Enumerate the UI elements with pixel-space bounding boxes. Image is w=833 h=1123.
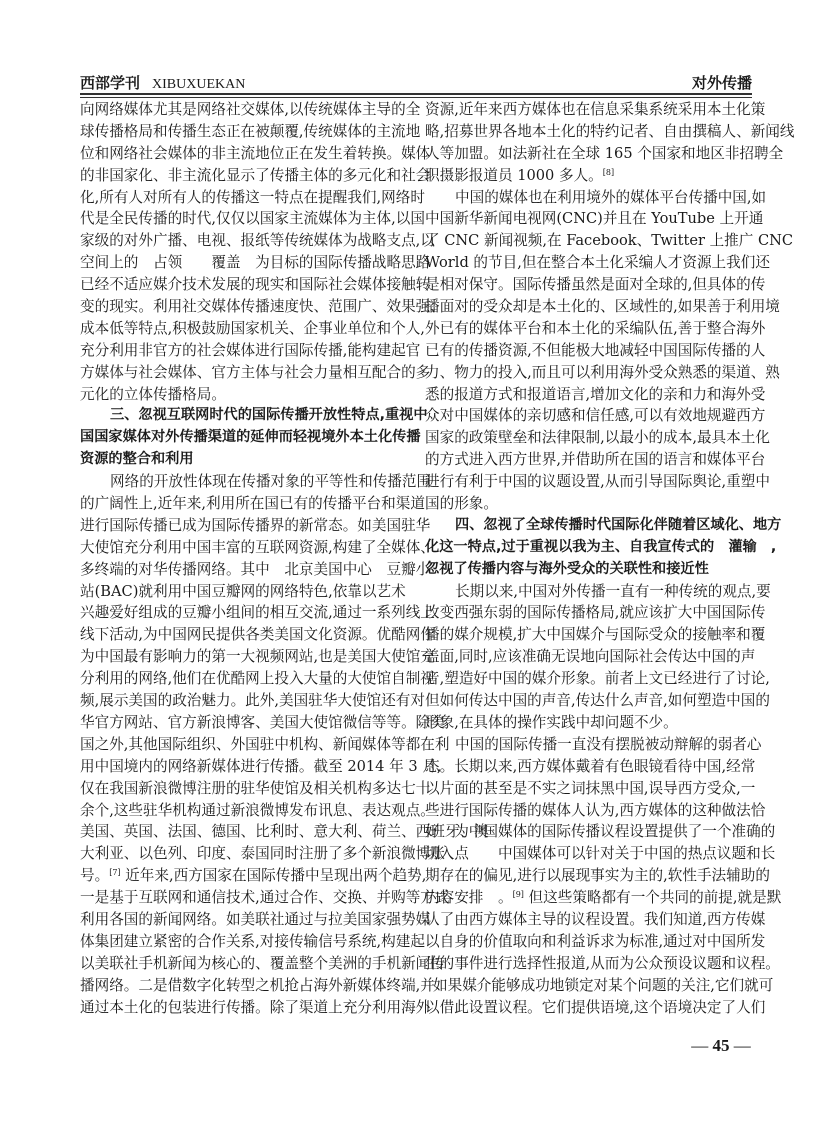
text-line: 音,塑造好中国的媒介形象。前者上文已经进行了讨论, [425,670,770,688]
journal-title-en: XIBUXUEKAN [152,77,246,92]
text-line: 体集团建立紧密的合作关系,对接传输信号系统,构建起 [80,932,425,950]
header-rule [80,93,752,98]
text-line: 盖面,同时,应该准确无误地向国际社会传达中国的声 [425,648,756,666]
text-line: 进行国际传播已成为国际传播界的新常态。如美国驻华 [80,516,431,534]
text-line: 化这一特点,过于重视以我为主、自我宣传式的 灌输 , [425,538,777,555]
page-number: — 45 — [691,1036,751,1055]
text-line: 是相对保守。国际传播虽然是面对全球的,但具体的传 [425,276,766,294]
text-line: 兴趣爱好组成的豆瓣小组间的相互交流,通过一系列线上 [80,604,435,622]
text-line: 以片面的甚至是不实之词抹黑中国,误导西方受众,一 [425,779,756,797]
paragraph [425,581,771,734]
text-line: 外已有的媒体平台和本土化的采编队伍,善于整合海外 [425,319,766,337]
text-line: 但如何传达中国的声音,传达什么声音,如何塑造中国的 [425,692,770,710]
journal-title: 西部学刊 [80,74,141,92]
text-line: 切入点 中国媒体可以针对关于中国的热点议题和长 [425,845,776,863]
text-line: 球传播格局和传播生态正在被颠覆,传统媒体的主流地 [80,122,421,140]
text-line: 一是基于互联网和通信技术,通过合作、交换、并购等方式 [80,889,450,907]
text-line: 大利亚、以色列、印度、泰国同时注册了多个新浪微博账 [80,845,445,863]
text-line: 些进行国际传播的媒体人认为,西方媒体的这种做法恰 [425,801,766,819]
footnote-ref: [7] [109,868,121,878]
text-line: 改变西强东弱的国际传播格局,就应该扩大中国国际传 [425,604,766,622]
text-line: 国之外,其他国际组织、外国驻中机构、新闻媒体等都在利 [80,735,450,753]
text-line: 播网络。二是借数字化转型之机抢占海外新媒体终端,并 [80,976,435,994]
text-line: 进行有利于中国的议题设置,从而引导国际舆论,重塑中 [425,473,770,491]
text-line: 以借此设置议程。它们提供语境,这个语境决定了人们 [425,998,766,1016]
text-line: 已有的传播资源,不但能极大地减轻中国国际传播的人 [425,341,766,359]
section-heading [425,515,782,581]
text-line: 如果媒介能够成功地锁定对某个问题的关注,它们就可 [433,976,774,994]
text-line: 国家的政策壁垒和法律限制,以最小的成本,最具本土化 [425,429,770,447]
text-line: 内容安排 。[9] 但这些策略都有一个共同的前提,就是默 [425,889,782,907]
paragraph [425,99,795,187]
text-line: 元化的立体传播格局。 [80,385,226,403]
text-line: 忽视了传播内容与海外受众的关联性和接近性 [425,560,709,577]
footnote-ref: [8] [602,167,615,177]
text-line: 的广阔性上,近年来,利用所在国已有的传播平台和渠道 [80,495,425,513]
text-line: 空间上的 占领 覆盖 为目标的国际传播战略思路 [80,254,431,272]
text-line: 中国的媒体也在利用境外的媒体平台传播中国,如 [455,188,767,206]
text-line: 以自身的价值取向和利益诉求为标准,通过对中国所发 [425,932,766,950]
text-line: 线下活动,为中国网民提供各类美国文化资源。优酷网作 [80,626,435,644]
text-line: 余个,这些驻华机构通过新浪微博发布讯息、表达观点。 [80,801,435,819]
text-line: 用中国境内的网络新媒体进行传播。截至 2014 年 3 月, [80,757,442,775]
text-line: 美国、英国、法国、德国、比利时、意大利、荷兰、西班牙、澳 [80,823,489,841]
page-number-value: 45 [712,1036,730,1055]
text-line: 的方式进入西方世界,并借助所在国的语言和媒体平台 [425,451,766,469]
text-line: 充分利用非官方的社会媒体进行国际传播,能构建起官 [80,341,421,359]
text-line: 位和网络社会媒体的非主流地位正在发生着转换。媒体 [80,144,431,162]
text-line: 悉的报道方式和报道语言,增加文化的亲和力和海外受 [425,385,766,403]
text-line: 力、物力的投入,而且可以利用海外受众熟悉的渠道、熟 [425,363,780,381]
text-line: 大使馆充分利用中国丰富的互联网资源,构建了全媒体、 [80,538,435,556]
section-heading [80,405,428,471]
text-line: 形象,在具体的操作实践中却问题不少。 [425,713,678,731]
text-line: 人等加盟。如法新社在全球 165 个国家和地区非招聘全 [425,144,784,162]
paragraph [425,187,794,515]
text-line: 国的形象。 [425,495,498,513]
right-column [425,99,795,1018]
text-line: 变的现实。利用社交媒体传播速度快、范围广、效果强、 [80,298,445,316]
paragraph [425,734,782,975]
text-line: 认了由西方媒体主导的议程设置。我们知道,西方传媒 [425,910,766,928]
text-line: 国国家媒体对外传播渠道的延伸而轻视境外本土化传播 [80,429,421,446]
text-line: 成本低等特点,积极鼓励国家机关、企事业单位和个人, [80,319,425,337]
text-line: World 的节目,但在整合本土化采编人才资源上我们还 [425,254,770,272]
text-line: 播面对的受众却是本土化的、区域性的,如果善于利用境 [425,298,780,316]
text-line: 为中国最有影响力的第一大视频网站,也是美国大使馆充 [80,648,435,666]
text-line: 好 为中国媒体的国际传播议程设置提供了一个准确的 [425,823,776,841]
text-line: 四、忽视了全球传播时代国际化伴随着区域化、地方 [455,516,782,533]
text-line: 的非国家化、非主流化显示了传播主体的多元化和社会 [80,166,431,184]
text-line: 号。[7] 近年来,西方国家在国际传播中呈现出两个趋势, [80,867,427,885]
text-line: 略,招募世界各地本土化的特约记者、自由撰稿人、新闻线 [425,122,795,140]
text-line: 了 CNC 新闻视频,在 Facebook、Twitter 上推广 CNC [425,232,794,250]
text-line: 三、忽视互联网时代的国际传播开放性特点,重视中 [110,407,428,424]
text-line: 通过本土化的包装进行传播。除了渠道上充分利用海外 [80,998,431,1016]
text-line: 频,展示美国的政治魅力。此外,美国驻华大使馆还有对 [80,692,425,710]
footnote-ref: [9] [512,890,524,900]
text-line: 生的事件进行选择性报道,从而为公众预设议题和议程。 [425,954,780,972]
text-line: 方媒体与社会媒体、官方主体与社会力量相互配合的多 [80,363,431,381]
text-line: 长期以来,中国对外传播一直有一种传统的观点,要 [455,582,771,600]
paragraph [425,975,774,1019]
text-line: 网络的开放性体现在传播对象的平等性和传播范围 [110,473,432,491]
text-line: 以美联社手机新闻为核心的、覆盖整个美洲的手机新闻传 [80,954,445,972]
text-line: 中国的国际传播一直没有摆脱被动辩解的弱者心 [455,735,762,753]
text-line: 化,所有人对所有人的传播这一特点在提醒我们,网络时 [80,188,425,206]
text-line: 资源的整合和利用 [80,451,194,468]
text-line: 站(BAC)就利用中国豆瓣网的网络特色,依靠以艺术 [80,582,406,600]
text-line: 多终端的对华传播网络。其中 北京美国中心 豆瓣小 [80,560,431,578]
text-line: 分利用的网络,他们在优酷网上投入大量的大使馆自制视 [80,670,435,688]
text-line: 职摄影报道员 1000 多人。[8] [425,166,615,184]
text-line: 利用各国的新闻网络。如美联社通过与拉美国家强势媒 [80,910,431,928]
text-line: 期存在的偏见,进行以展现事实为主的,软性手法辅助的 [425,867,770,885]
text-line: 仅在我国新浪微博注册的驻华使馆及相关机构多达七十 [80,779,431,797]
text-line: 向网络媒体尤其是网络社交媒体,以传统媒体主导的全 [80,101,421,118]
text-line: 资源,近年来西方媒体也在信息采集系统采用本土化策 [425,101,766,118]
text-line: 家级的对外广播、电视、报纸等传统媒体为战略支点,以 [80,232,435,250]
text-line: 代是全民传播的时代,仅仅以国家主流媒体为主体,以国 [80,210,425,228]
journal-name [80,72,245,93]
text-line: 众对中国媒体的亲切感和信任感,可以有效地规避西方 [425,407,766,425]
text-line: 华官方网站、官方新浪博客、美国大使馆微信等等。除美 [80,713,445,731]
text-line: 播的媒介规模,扩大中国媒介与国际受众的接触率和覆 [425,626,766,644]
text-line: 态。长期以来,西方媒体戴着有色眼镜看待中国,经常 [425,757,756,775]
text-line: 中国新华新闻电视网(CNC)并且在 YouTube 上开通 [425,210,764,228]
section-title: 对外传播 [691,74,752,92]
text-line: 已经不适应媒介技术发展的现实和国际社会媒体接触转 [80,276,431,294]
paragraph [80,99,445,405]
running-header [80,72,752,92]
